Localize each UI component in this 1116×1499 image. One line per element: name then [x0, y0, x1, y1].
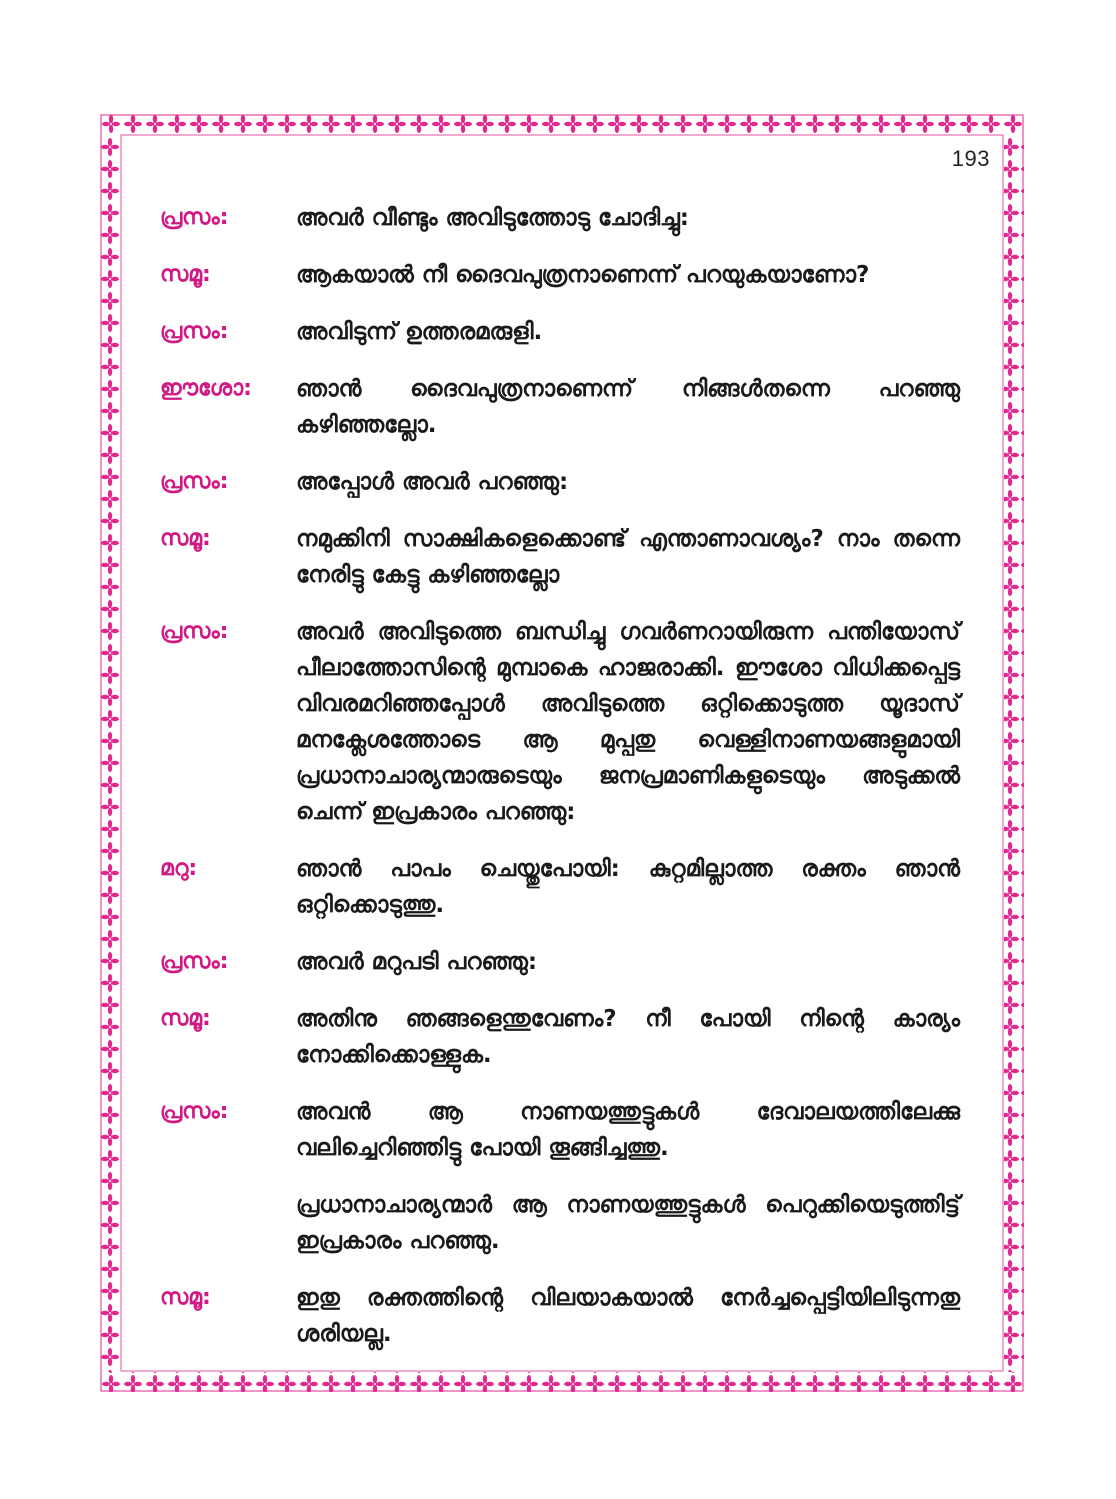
dialogue-line — [160, 851, 960, 923]
dialogue-line — [160, 371, 960, 443]
speech-text: ഇതു രക്തത്തിന്റെ വിലയാകയാൽ നേർച്ചപ്പെട്ടിയിലിടുന്നതു ശരിയല്ല. — [296, 1285, 960, 1347]
speaker-label: പ്രസം: — [160, 1099, 229, 1124]
dialogue-line — [160, 314, 960, 350]
speech-text: അവർ മറുപടി പറഞ്ഞു: — [296, 949, 538, 975]
dialogue-line — [160, 1280, 960, 1352]
dialogue-line — [160, 257, 960, 293]
speaker-label: മറു: — [160, 856, 198, 881]
speaker-label: സമൂ: — [160, 262, 211, 287]
narration-line — [160, 1187, 960, 1259]
speech-text: അതിനു ഞങ്ങളെന്തുവേണം? നീ പോയി നിന്റെ കാര്യം നോക്കിക്കൊള്ളുക. — [296, 1006, 960, 1068]
dialogue-content — [160, 200, 960, 1373]
speaker-label: പ്രസം: — [160, 469, 229, 494]
speaker-label: പ്രസം: — [160, 205, 229, 230]
dialogue-line — [160, 521, 960, 593]
speaker-label: സമൂ: — [160, 1006, 211, 1031]
speaker-label: പ്രസം: — [160, 619, 229, 644]
dialogue-line — [160, 944, 960, 980]
dialogue-line — [160, 464, 960, 500]
speech-text: അവർ അവിടുത്തെ ബന്ധിച്ചു ഗവർണറായിരുന്ന പന്തിയോസ് പീലാത്തോസിന്റെ മുമ്പാകെ ഹാജരാക്കി. ഈശോ വിധിക്കപ്പെട്ട വിവരമറിഞ്ഞപ്പോൾ അവിടുത്തെ ഒറ്റിക്കൊടുത്ത യൂദാസ് മനക്ലേശത്തോടെ ആ മുപ്പതു വെള്ളിനാണയങ്ങളുമായി പ്രധാനാചാര്യന്മാരുടെയും ജനപ്രമാണികളുടെയും അടുക്കൽ ചെന്ന് ഇപ്രകാരം പറഞ്ഞു: — [296, 619, 960, 825]
speech-text: ആകയാൽ നീ ദൈവപുത്രനാണെന്ന് പറയുകയാണോ? — [296, 262, 870, 288]
speech-text: അവർ വീണ്ടും അവിടുത്തോടു ചോദിച്ചു: — [296, 205, 689, 231]
dialogue-line — [160, 200, 960, 236]
speech-text: നമുക്കിനി സാക്ഷികളെക്കൊണ്ട് എന്താണാവശ്യം? നാം തന്നെ നേരിട്ടു കേട്ടു കഴിഞ്ഞല്ലോ — [296, 526, 960, 588]
speech-text: അവിടുന്ന് ഉത്തരമരുളി. — [296, 319, 543, 345]
dialogue-line — [160, 1094, 960, 1166]
speaker-label: സമൂ: — [160, 526, 211, 551]
dialogue-line — [160, 1001, 960, 1073]
speaker-label: പ്രസം: — [160, 319, 229, 344]
speech-text: ഞാൻ പാപം ചെയ്തുപോയി: കുറ്റമില്ലാത്ത രക്തം ഞാൻ ഒറ്റിക്കൊടുത്തു. — [296, 856, 960, 918]
speech-text: പ്രധാനാചാര്യന്മാർ ആ നാണയത്തുട്ടുകൾ പെറുക്കിയെടുത്തിട്ട് ഇപ്രകാരം പറഞ്ഞു. — [296, 1192, 960, 1254]
dialogue-line — [160, 614, 960, 830]
speech-text: അവൻ ആ നാണയത്തുട്ടുകൾ ദേവാലയത്തിലേക്കു വലിച്ചെറിഞ്ഞിട്ടു പോയി തൂങ്ങിച്ചത്തു. — [296, 1099, 960, 1161]
speech-text: ഞാൻ ദൈവപുത്രനാണെന്ന് നിങ്ങൾതന്നെ പറഞ്ഞു കഴിഞ്ഞല്ലോ. — [296, 376, 960, 438]
speaker-label: പ്രസം: — [160, 949, 229, 974]
speaker-label: സമൂ: — [160, 1285, 211, 1310]
page-number: 193 — [951, 146, 990, 171]
speech-text: അപ്പോൾ അവർ പറഞ്ഞു: — [296, 469, 569, 495]
speaker-label: ഈശോ: — [160, 376, 252, 401]
